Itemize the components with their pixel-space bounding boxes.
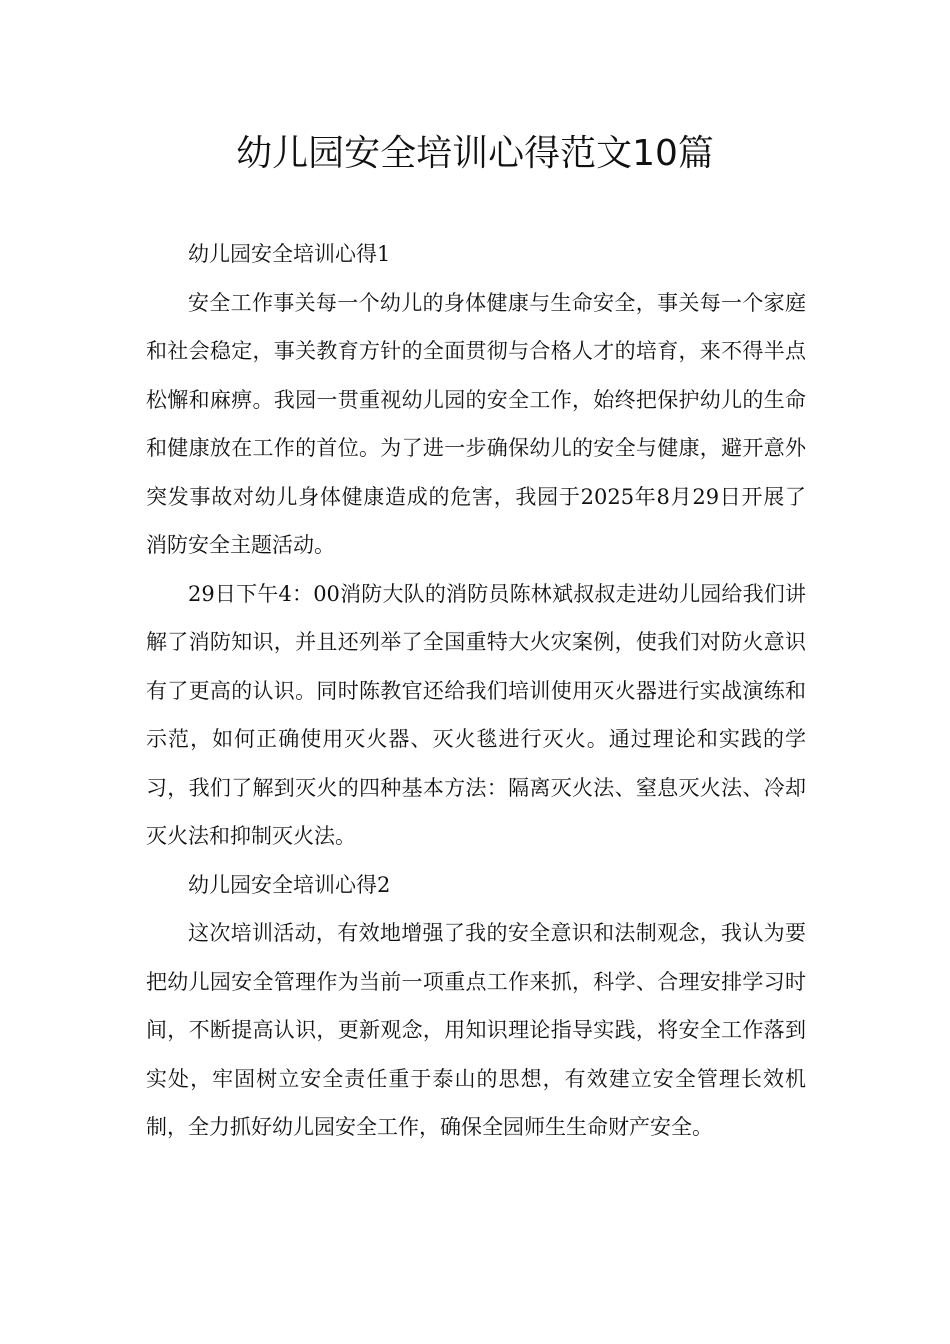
paragraph: 安全工作事关每一个幼儿的身体健康与生命安全，事关每一个家庭和社会稳定，事关教育方针的全面贯彻与合格人才的培育，来不得半点松懈和麻痹。我园一贯重视幼儿园的安全工作，始终把保护幼儿的生命和健康放在工作的首位。为了进一步确保幼儿的安全与健康，避开意外突发事故对幼儿身体健康造成的危害，我园于2025年8月29日开展了消防安全主题活动。 <box>146 290 806 557</box>
document-title: 幼儿园安全培训心得范文10篇 <box>236 133 714 174</box>
section-heading: 幼儿园安全培训心得1 <box>188 242 391 266</box>
paragraph: 29日下午4：00消防大队的消防员陈林斌叔叔走进幼儿园给我们讲解了消防知识，并且还列举了全国重特大火灾案例，使我们对防火意识有了更高的认识。同时陈教官还给我们培训使用灭火器进行实战演练和示范，如何正确使用灭火器、灭火毯进行灭火。通过理论和实践的学习，我们了解到灭火的四种基本方法：隔离灭火法、窒息灭火法、冷却灭火法和抑制灭火法。 <box>146 581 806 848</box>
section-heading: 幼儿园安全培训心得2 <box>188 872 391 897</box>
paragraph: 这次培训活动，有效地增强了我的安全意识和法制观念，我认为要把幼儿园安全管理作为当前一项重点工作来抓，科学、合理安排学习时间，不断提高认识，更新观念，用知识理论指导实践，将安全工作落到实处，牢固树立安全责任重于泰山的思想，有效建立安全管理长效机制，全力抓好幼儿园安全工作，确保全园师生生命财产安全。 <box>146 921 806 1139</box>
document-body <box>146 230 806 1152</box>
